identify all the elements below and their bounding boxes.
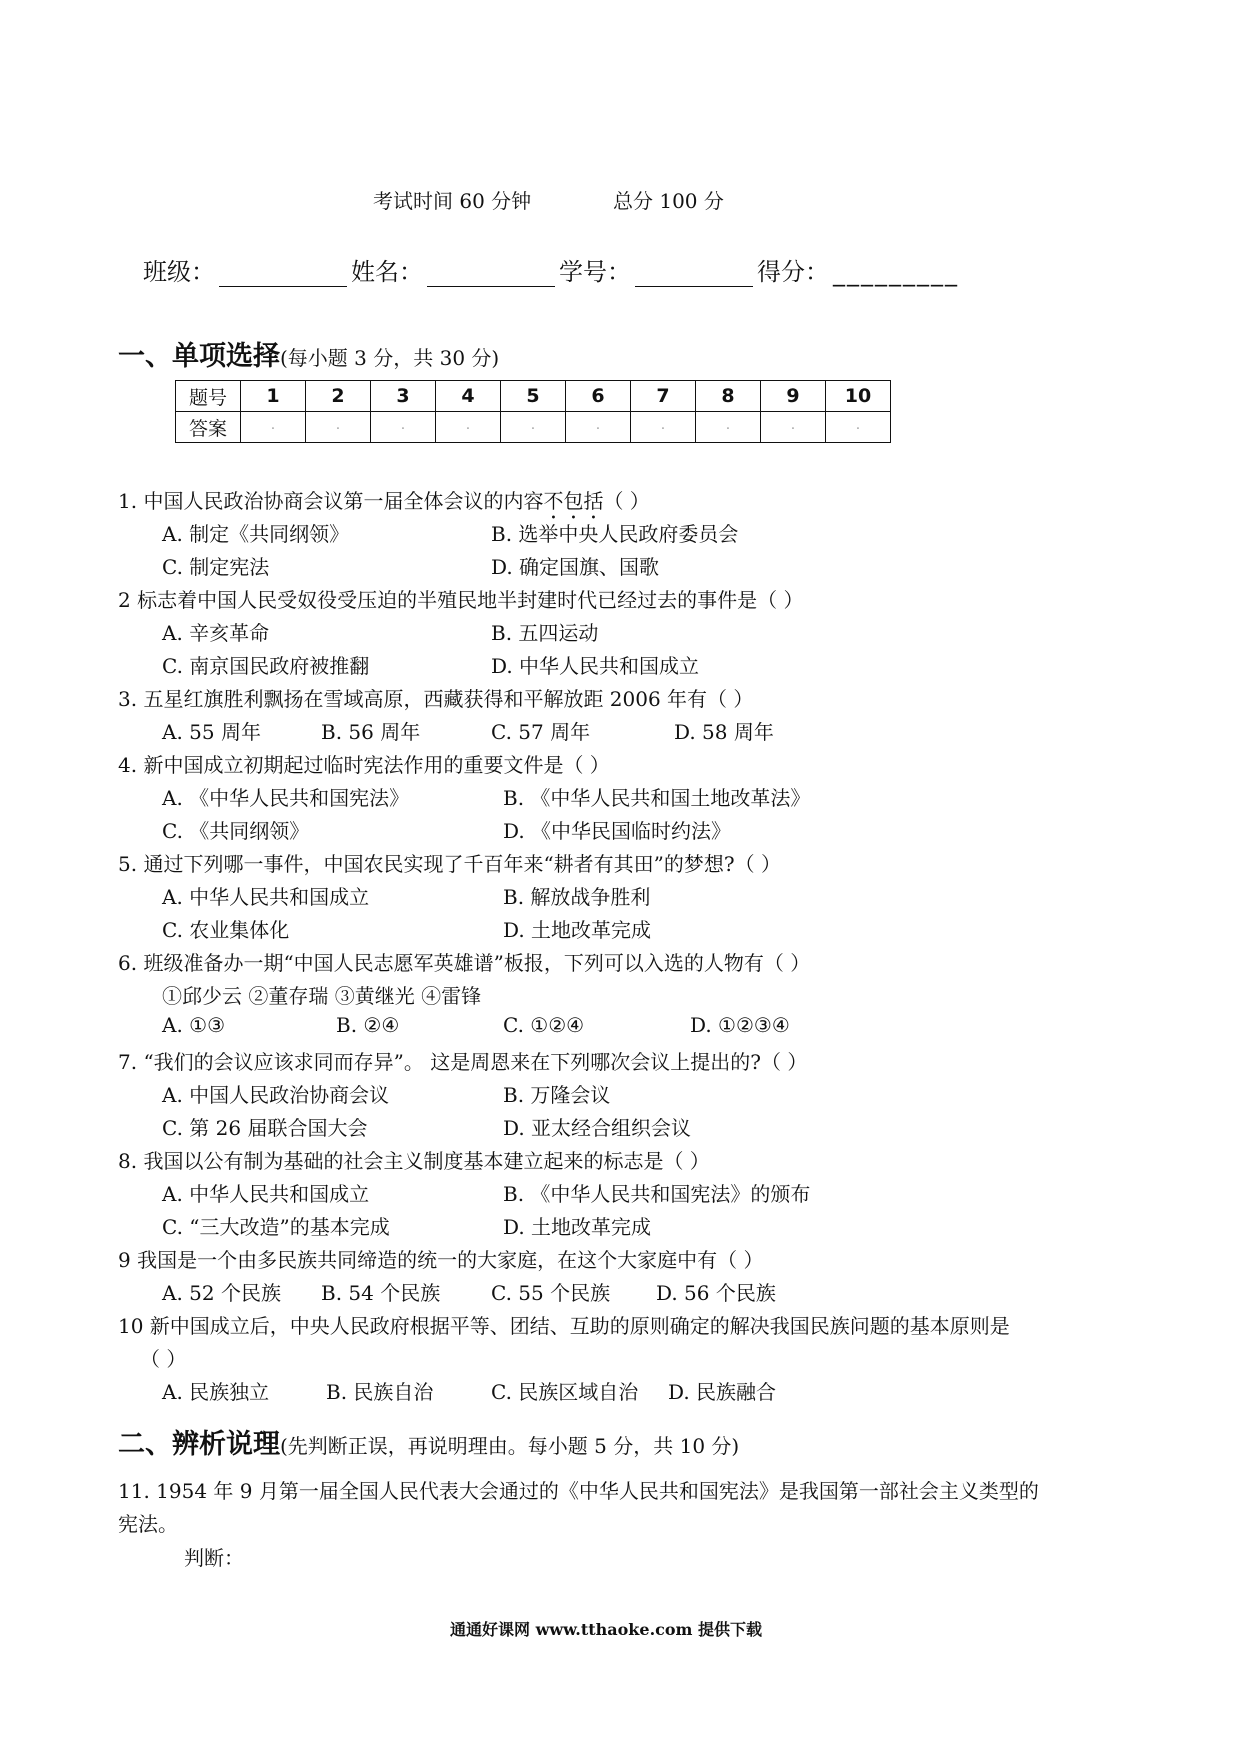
q6-option-d[interactable]: D. ①②③④	[690, 1013, 790, 1037]
answer-cell[interactable]: .	[631, 412, 696, 443]
q2-option-d[interactable]: D. 中华人民共和国成立	[491, 654, 700, 678]
q4-option-b[interactable]: B. 《中华人民共和国土地改革法》	[503, 786, 811, 810]
q5-option-d[interactable]: D. 土地改革完成	[503, 918, 652, 942]
question-2-stem: 2 标志着中国人民受奴役受压迫的半殖民地半封建时代已经过去的事件是（ ）	[118, 588, 804, 612]
q4-option-c[interactable]: C. 《共同纲领》	[162, 819, 310, 843]
question-number: 6	[566, 381, 631, 412]
section2-heading	[118, 1422, 739, 1461]
q9-option-b[interactable]: B. 54 个民族	[321, 1281, 441, 1305]
question-number: 9	[761, 381, 826, 412]
answer-cell[interactable]: .	[436, 412, 501, 443]
question-6-stem: 6. 班级准备办一期“中国人民志愿军英雄谱”板报，下列可以入选的人物有（ ）	[118, 951, 811, 975]
class-label: 班级：	[143, 258, 215, 286]
q7-option-c[interactable]: C. 第 26 届联合国大会	[162, 1116, 368, 1140]
q9-option-d[interactable]: D. 56 个民族	[656, 1281, 776, 1305]
q8-option-d[interactable]: D. 土地改革完成	[503, 1215, 652, 1239]
total-score: 总分 100 分	[613, 189, 724, 213]
q3-option-d[interactable]: D. 58 周年	[674, 720, 774, 744]
answer-cell[interactable]: .	[241, 412, 306, 443]
question-number: 5	[501, 381, 566, 412]
q6-option-a[interactable]: A. ①③	[162, 1013, 226, 1037]
q3-option-a[interactable]: A. 55 周年	[162, 720, 261, 744]
q3-option-c[interactable]: C. 57 周年	[491, 720, 591, 744]
answer-cell[interactable]: .	[501, 412, 566, 443]
q9-option-c[interactable]: C. 55 个民族	[491, 1281, 611, 1305]
question-number: 1	[241, 381, 306, 412]
q8-option-a[interactable]: A. 中华人民共和国成立	[162, 1182, 370, 1206]
q2-option-b[interactable]: B. 五四运动	[491, 621, 599, 645]
q7-option-a[interactable]: A. 中国人民政治协商会议	[162, 1083, 390, 1107]
q11-judge-label: 判断：	[184, 1546, 244, 1570]
student-info-row	[143, 252, 957, 287]
q6-option-b[interactable]: B. ②④	[336, 1013, 400, 1037]
q4-option-a[interactable]: A. 《中华人民共和国宪法》	[162, 786, 410, 810]
question-10-stem: 10 新中国成立后，中央人民政府根据平等、团结、互助的原则确定的解决我国民族问题的基本原则是	[118, 1314, 1010, 1338]
q2-option-a[interactable]: A. 辛亥革命	[162, 621, 270, 645]
q1-option-b[interactable]: B. 选举中央人民政府委员会	[491, 522, 739, 546]
question-number: 2	[306, 381, 371, 412]
answer-cell[interactable]: .	[826, 412, 891, 443]
section1-title: 一、单项选择	[118, 341, 280, 372]
q8-option-b[interactable]: B. 《中华人民共和国宪法》的颁布	[503, 1182, 811, 1206]
section1-note: (每小题 3 分，共 30 分)	[280, 346, 500, 370]
q4-option-d[interactable]: D. 《中华民国临时约法》	[503, 819, 732, 843]
answer-table	[175, 380, 891, 443]
question-5-stem: 5. 通过下列哪一事件，中国农民实现了千百年来“耕者有其田”的梦想?（ ）	[118, 852, 781, 876]
q5-option-c[interactable]: C. 农业集体化	[162, 918, 290, 942]
q1-option-c[interactable]: C. 制定宪法	[162, 555, 270, 579]
question-number: 10	[826, 381, 891, 412]
section2-note: (先判断正误，再说明理由。每小题 5 分，共 10 分)	[280, 1434, 740, 1458]
q10-option-d[interactable]: D. 民族融合	[668, 1380, 777, 1404]
name-blank[interactable]	[427, 262, 555, 287]
q3-option-b[interactable]: B. 56 周年	[321, 720, 421, 744]
question-number: 4	[436, 381, 501, 412]
q8-option-c[interactable]: C. “三大改造”的基本完成	[162, 1215, 390, 1239]
question-11-line1: 11. 1954 年 9 月第一届全国人民代表大会通过的《中华人民共和国宪法》是我国第一部社会主义类型的	[118, 1479, 1039, 1503]
answer-cell[interactable]: .	[371, 412, 436, 443]
q5-option-a[interactable]: A. 中华人民共和国成立	[162, 885, 370, 909]
question-number: 3	[371, 381, 436, 412]
q1-emphasis: 不包括	[543, 489, 604, 513]
q7-option-d[interactable]: D. 亚太经合组织会议	[503, 1116, 692, 1140]
answer-label: 答案	[176, 412, 241, 443]
question-10-paren: （ ）	[140, 1347, 187, 1371]
answer-cell[interactable]: .	[566, 412, 631, 443]
student-id-blank[interactable]	[635, 262, 753, 287]
q5-option-b[interactable]: B. 解放战争胜利	[503, 885, 651, 909]
q10-option-c[interactable]: C. 民族区域自治	[491, 1380, 639, 1404]
q10-option-b[interactable]: B. 民族自治	[326, 1380, 434, 1404]
q2-option-c[interactable]: C. 南京国民政府被推翻	[162, 654, 370, 678]
q9-option-a[interactable]: A. 52 个民族	[162, 1281, 281, 1305]
q6-option-c[interactable]: C. ①②④	[503, 1013, 585, 1037]
question-9-stem: 9 我国是一个由多民族共同缔造的统一的大家庭，在这个大家庭中有（ ）	[118, 1248, 764, 1272]
question-7-stem: 7. “我们的会议应该求同而存异”。 这是周恩来在下列哪次会议上提出的?（ ）	[118, 1050, 808, 1074]
q1-option-d[interactable]: D. 确定国旗、国歌	[491, 555, 660, 579]
exam-time: 考试时间 60 分钟	[373, 189, 532, 213]
question-number: 8	[696, 381, 761, 412]
question-4-stem: 4. 新中国成立初期起过临时宪法作用的重要文件是（ ）	[118, 753, 610, 777]
section1-heading	[118, 334, 499, 373]
question-11-line2: 宪法。	[118, 1512, 178, 1536]
q7-option-b[interactable]: B. 万隆会议	[503, 1083, 611, 1107]
question-3-stem: 3. 五星红旗胜利飘扬在雪域高原，西藏获得和平解放距 2006 年有（ ）	[118, 687, 754, 711]
student-id-label: 学号：	[559, 258, 631, 286]
score-blank[interactable]: _________	[833, 259, 959, 287]
answer-cell[interactable]: .	[761, 412, 826, 443]
q1-option-a[interactable]: A. 制定《共同纲领》	[162, 522, 350, 546]
answer-cell[interactable]: .	[306, 412, 371, 443]
question-8-stem: 8. 我国以公有制为基础的社会主义制度基本建立起来的标志是（ ）	[118, 1149, 710, 1173]
q6-items: ①邱少云 ②董存瑞 ③黄继光 ④雷锋	[162, 984, 482, 1008]
name-label: 姓名：	[351, 258, 423, 286]
class-blank[interactable]	[219, 262, 347, 287]
question-number-label: 题号	[176, 381, 241, 412]
section2-title: 二、辨析说理	[118, 1429, 280, 1460]
answer-cell[interactable]: .	[696, 412, 761, 443]
score-label: 得分：	[757, 258, 829, 286]
footer-source: 通通好课网 www.tthaoke.com 提供下载	[450, 1620, 763, 1639]
question-number: 7	[631, 381, 696, 412]
q10-option-a[interactable]: A. 民族独立	[162, 1380, 270, 1404]
q1-paren: （ ）	[603, 489, 650, 513]
q1-stem-text: 1. 中国人民政治协商会议第一届全体会议的内容	[118, 489, 544, 513]
